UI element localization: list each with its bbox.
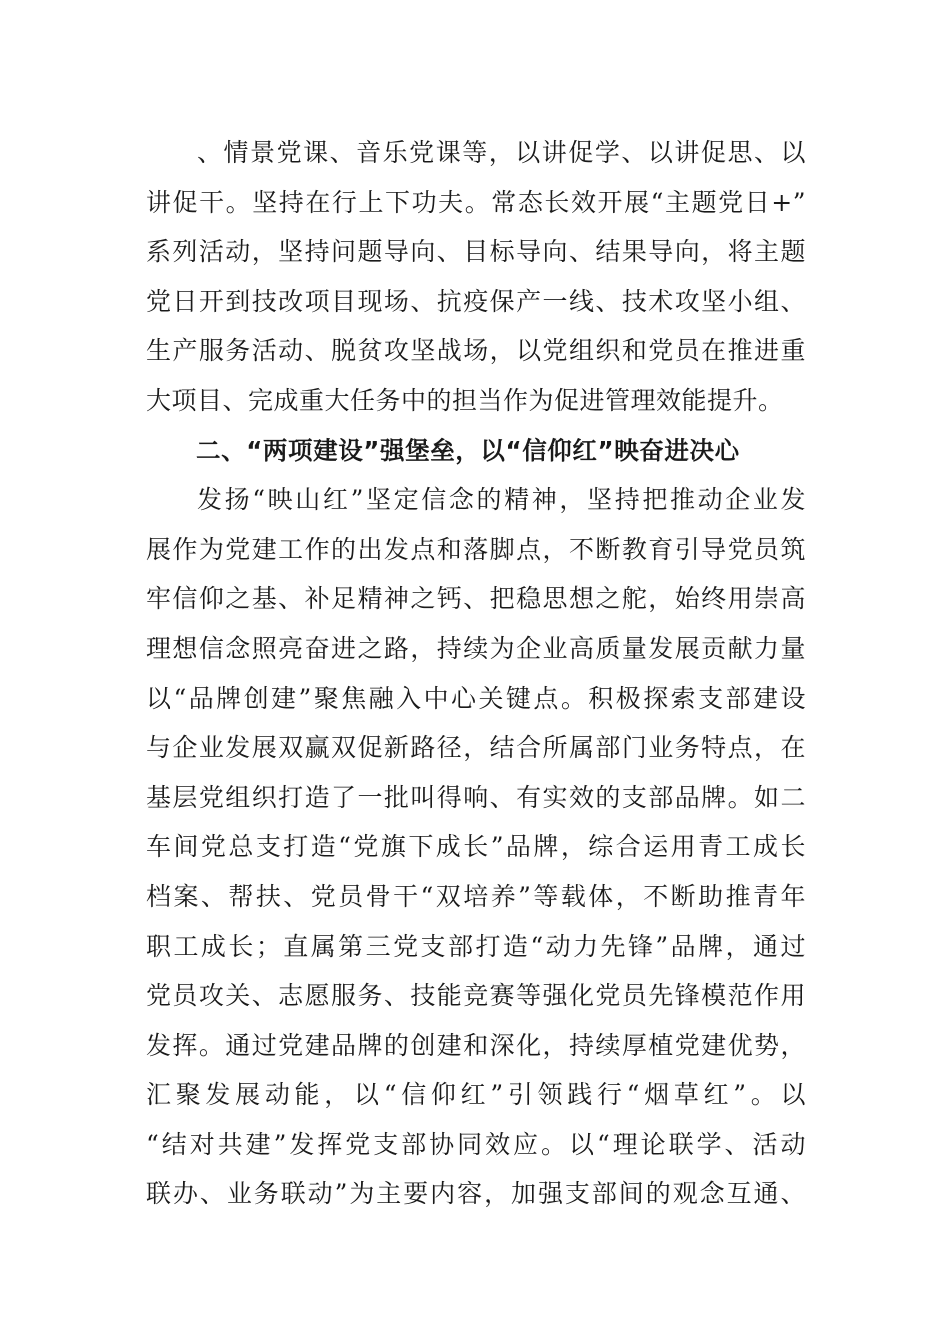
paragraph-line: 展作为党建工作的出发点和落脚点，不断教育引导党员筑 <box>146 534 806 564</box>
paragraph-line: 基层党组织打造了一批叫得响、有实效的支部品牌。如二 <box>146 782 806 812</box>
paragraph-line: 以“品牌创建”聚焦融入中心关键点。积极探索支部建设 <box>146 683 806 713</box>
paragraph-line: 联办、业务联动”为主要内容，加强支部间的观念互通、 <box>146 1179 806 1209</box>
paragraph-line: 与企业发展双赢双促新路径，结合所属部门业务特点，在 <box>146 733 806 763</box>
paragraph-line: 职工成长；直属第三党支部打造“动力先锋”品牌，通过 <box>146 931 806 961</box>
paragraph-line: 讲促干。坚持在行上下功夫。常态长效开展“主题党日+” <box>146 187 806 217</box>
paragraph-line: 生产服务活动、脱贫攻坚战场，以党组织和党员在推进重 <box>146 336 806 366</box>
paragraph-line: 党日开到技改项目现场、抗疫保产一线、技术攻坚小组、 <box>146 286 806 316</box>
paragraph-line: 车间党总支打造“党旗下成长”品牌，综合运用青工成长 <box>146 832 806 862</box>
paragraph-line: 、情景党课、音乐党课等，以讲促学、以讲促思、以 <box>197 138 806 167</box>
paragraph-line: “结对共建”发挥党支部协同效应。以“理论联学、活动 <box>146 1129 806 1159</box>
paragraph-line: 档案、帮扶、党员骨干“双培养”等载体，不断助推青年 <box>146 881 806 911</box>
paragraph-line: 牢信仰之基、补足精神之钙、把稳思想之舵，始终用崇高 <box>146 584 806 614</box>
paragraph-line: 发挥。通过党建品牌的创建和深化，持续厚植党建优势， <box>146 1030 806 1060</box>
paragraph-line: 发扬“映山红”坚定信念的精神，坚持把推动企业发 <box>197 485 806 515</box>
paragraph-line: 理想信念照亮奋进之路，持续为企业高质量发展贡献力量 <box>146 633 806 663</box>
paragraph-line: 汇聚发展动能，以“信仰红”引领践行“烟草红”。以 <box>146 1080 806 1110</box>
section-heading: 二、“两项建设”强堡垒，以“信仰红”映奋进决心 <box>196 435 740 465</box>
document-body <box>146 128 806 1219</box>
paragraph-line: 党员攻关、志愿服务、技能竞赛等强化党员先锋模范作用 <box>146 981 806 1011</box>
paragraph-line: 系列活动，坚持问题导向、目标导向、结果导向，将主题 <box>146 237 806 267</box>
paragraph-line: 大项目、完成重大任务中的担当作为促进管理效能提升。 <box>146 385 784 415</box>
